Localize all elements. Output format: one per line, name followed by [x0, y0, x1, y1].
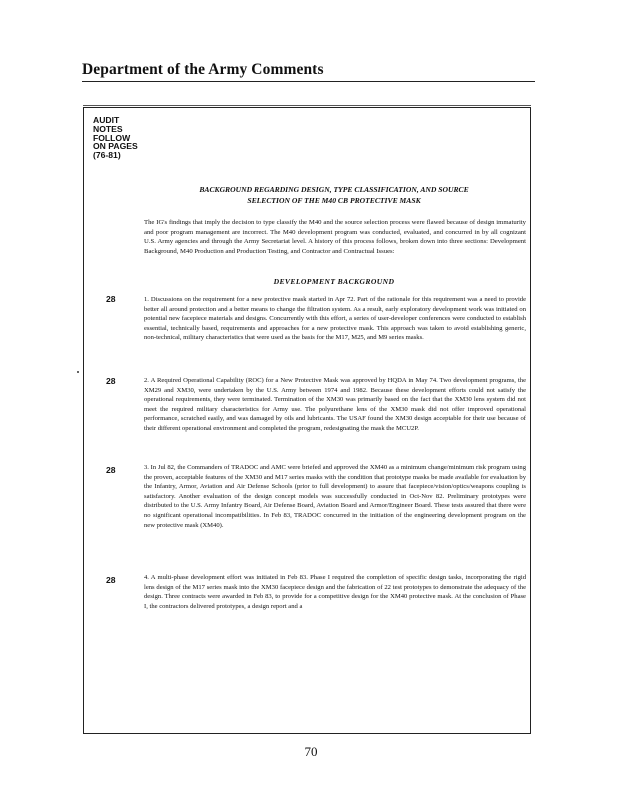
memo-title-line-2: SELECTION OF THE M40 CB PROTECTIVE MASK [247, 195, 421, 205]
header-divider [82, 81, 535, 82]
audit-notes-label [93, 116, 138, 160]
intro-paragraph: The IG's findings that imply the decision to type classify the M40 and the source selection process were flawed because of design immaturity and poor program management are incorrect. The M40 development program was conducted, evaluated, and concurred in by all cognizant U.S. Army agencies and through the Army Secretariat level. A history of this process follows, broken down into three sections: Development Background, M40 Production and Production Testing, and Contractor and Contractual Issues: [144, 219, 526, 255]
audit-note-line: (76-81) [93, 150, 121, 161]
document-frame [83, 107, 531, 734]
audit-note-line: FOLLOW [93, 132, 131, 143]
page-number: 70 [304, 744, 318, 759]
margin-note-number: 28 [106, 575, 116, 585]
audit-note-line: AUDIT [93, 115, 120, 125]
audit-note-line: NOTES [93, 123, 123, 134]
page-header-title: Department of the Army Comments [82, 61, 324, 78]
margin-note-number: 28 [106, 465, 116, 475]
paragraph-2: 2. A Required Operational Capability (ROC) for a New Protective Mask was approved by HQDA in May 74. Two development programs, the XM29 and XM30, were undertaken by the U.S. Army between 1974 and 1982. Because these development efforts could not satisfy the operational requirements, they were terminated. Termination of the XM30 was primarily based on the fact that the XM30 lens system did not meet the required military characteristics for Army use. The polyurethane lens of the XM30 mask did not offer improved operational performance, scratched easily, and was damaged by oils and lubricants. The USAF found the XM30 design acceptable for their use because of their different operational environment and completed the program, redesignating the mask the MCU2P. [144, 377, 526, 432]
margin-note-number: 28 [106, 294, 116, 304]
memo-title [144, 185, 524, 206]
audit-note-line: ON PAGES [93, 141, 138, 152]
section-heading: DEVELOPMENT BACKGROUND [273, 277, 395, 286]
paragraph-4: 4. A multi-phase development effort was initiated in Feb 83. Phase I required the completion of specific design tasks, incorporating the rigid lens design of the M17 series mask into the XM30 facepiece design and the fabrication of 22 test prototypes to demonstrate the adequacy of the design. Three contracts were awarded in Feb 83, to provide for a competitive design for the XM40 protective mask. At the conclusion of Phase I, the contractors delivered prototypes, a design report and a [144, 574, 526, 610]
paragraph-1: 1. Discussions on the requirement for a new protective mask started in Apr 72. Part of the rationale for this requirement was a need to provide better all around protection and a better means to change the filtration system. As a result, early exploratory development work was initiated on potential new facepiece materials and designs. Concurrently with this effort, a series of user-developer conferences were conducted to establish essential, technically based, requirements and approaches for a new protective mask. This approach was taken to avoid establishing generic, non-technical, military characteristics that were used as the basis for the M17, M25, and M9 series masks. [144, 296, 526, 342]
scan-speck [77, 371, 79, 373]
margin-note-number: 28 [106, 376, 116, 386]
memo-title-line-1: BACKGROUND REGARDING DESIGN, TYPE CLASSIFICATION, AND SOURCE [199, 185, 469, 194]
paragraph-3: 3. In Jul 82, the Commanders of TRADOC and AMC were briefed and approved the XM40 as a minimum change/minimum risk program using the proven, acceptable features of the XM30 and M17 series masks with the condition that prototype masks be made available for evaluation by the Infantry, Armor, Aviation and Air Defense Schools (prior to full development) to assure that facepiece/vision/optics/weapons coupling is satisfactory. Another evaluation of the design concept models was successfully conducted in Oct-Nov 82. Preliminary prototypes were distributed to the U.S. Army Infantry Board, Air Defense Board, Aviation Board and Armor/Engineer Board. These tests assured that there were no significant operational incompatibilities. In Feb 83, TRADOC concurred in the initiation of the engineering development program on the new protective mask (XM40). [144, 464, 526, 529]
